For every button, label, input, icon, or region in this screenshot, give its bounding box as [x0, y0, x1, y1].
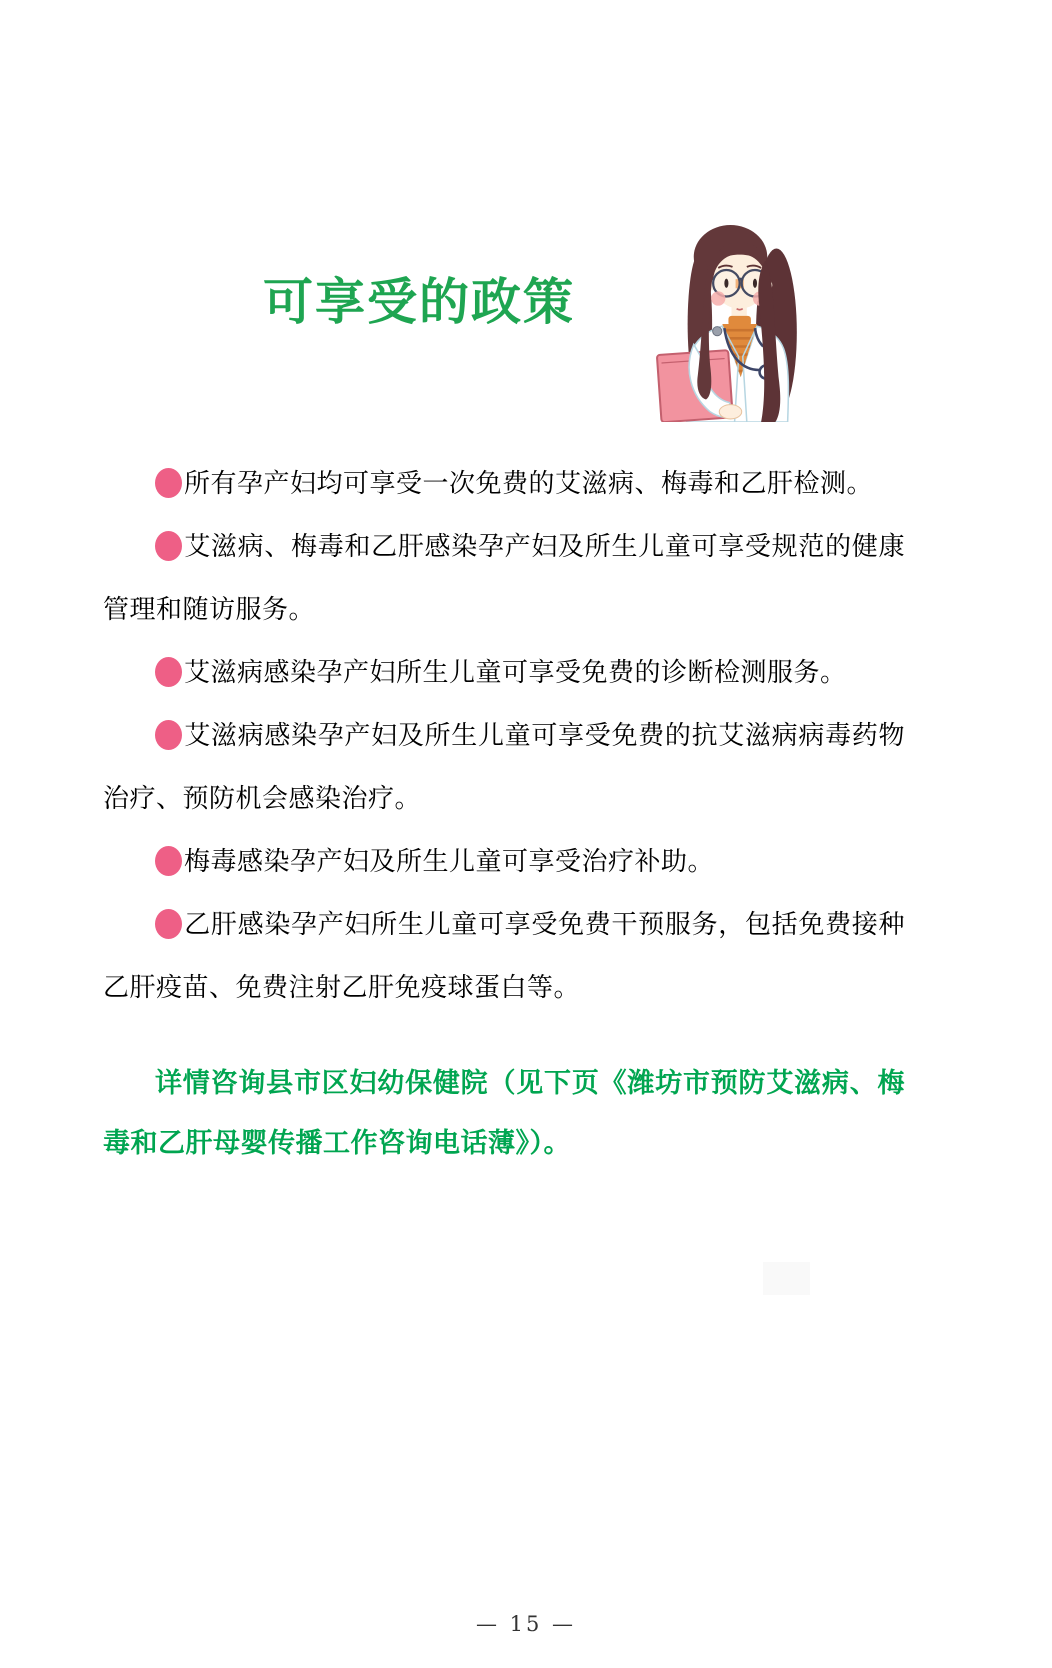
policy-item-1	[103, 452, 905, 515]
page-title: 可享受的政策	[263, 272, 575, 331]
faint-watermark-box	[763, 1262, 810, 1295]
bullet-icon	[155, 846, 182, 876]
policy-text: 艾滋病感染孕产妇所生儿童可享受免费的诊断检测服务。	[184, 658, 847, 687]
policy-item-2	[103, 515, 905, 641]
policy-text: 艾滋病、梅毒和乙肝感染孕产妇及所生儿童可享受规范的健康管理和随访服务。	[103, 532, 905, 624]
policy-text: 所有孕产妇均可享受一次免费的艾滋病、梅毒和乙肝检测。	[184, 469, 874, 498]
policy-text: 艾滋病感染孕产妇及所生儿童可享受免费的抗艾滋病病毒药物治疗、预防机会感染治疗。	[103, 721, 905, 813]
policy-item-3	[103, 641, 905, 704]
policy-item-6	[103, 893, 905, 1019]
bullet-icon	[155, 720, 182, 750]
policy-item-4	[103, 704, 905, 830]
policy-list	[103, 452, 905, 1173]
bullet-icon	[155, 531, 182, 561]
bullet-icon	[155, 909, 182, 939]
policy-item-5	[103, 830, 905, 893]
bullet-icon	[155, 657, 182, 687]
doctor-illustration	[656, 222, 806, 422]
consultation-note: 详情咨询县市区妇幼保健院（见下页《潍坊市预防艾滋病、梅毒和乙肝母婴传播工作咨询电话薄》）。	[103, 1068, 905, 1158]
bullet-icon	[155, 468, 182, 498]
page-number: — 15 —	[475, 1612, 577, 1636]
female-doctor-icon	[656, 222, 806, 422]
policy-text: 乙肝感染孕产妇所生儿童可享受免费干预服务，包括免费接种乙肝疫苗、免费注射乙肝免疫球蛋白等。	[103, 910, 905, 1002]
policy-text: 梅毒感染孕产妇及所生儿童可享受治疗补助。	[184, 847, 715, 876]
